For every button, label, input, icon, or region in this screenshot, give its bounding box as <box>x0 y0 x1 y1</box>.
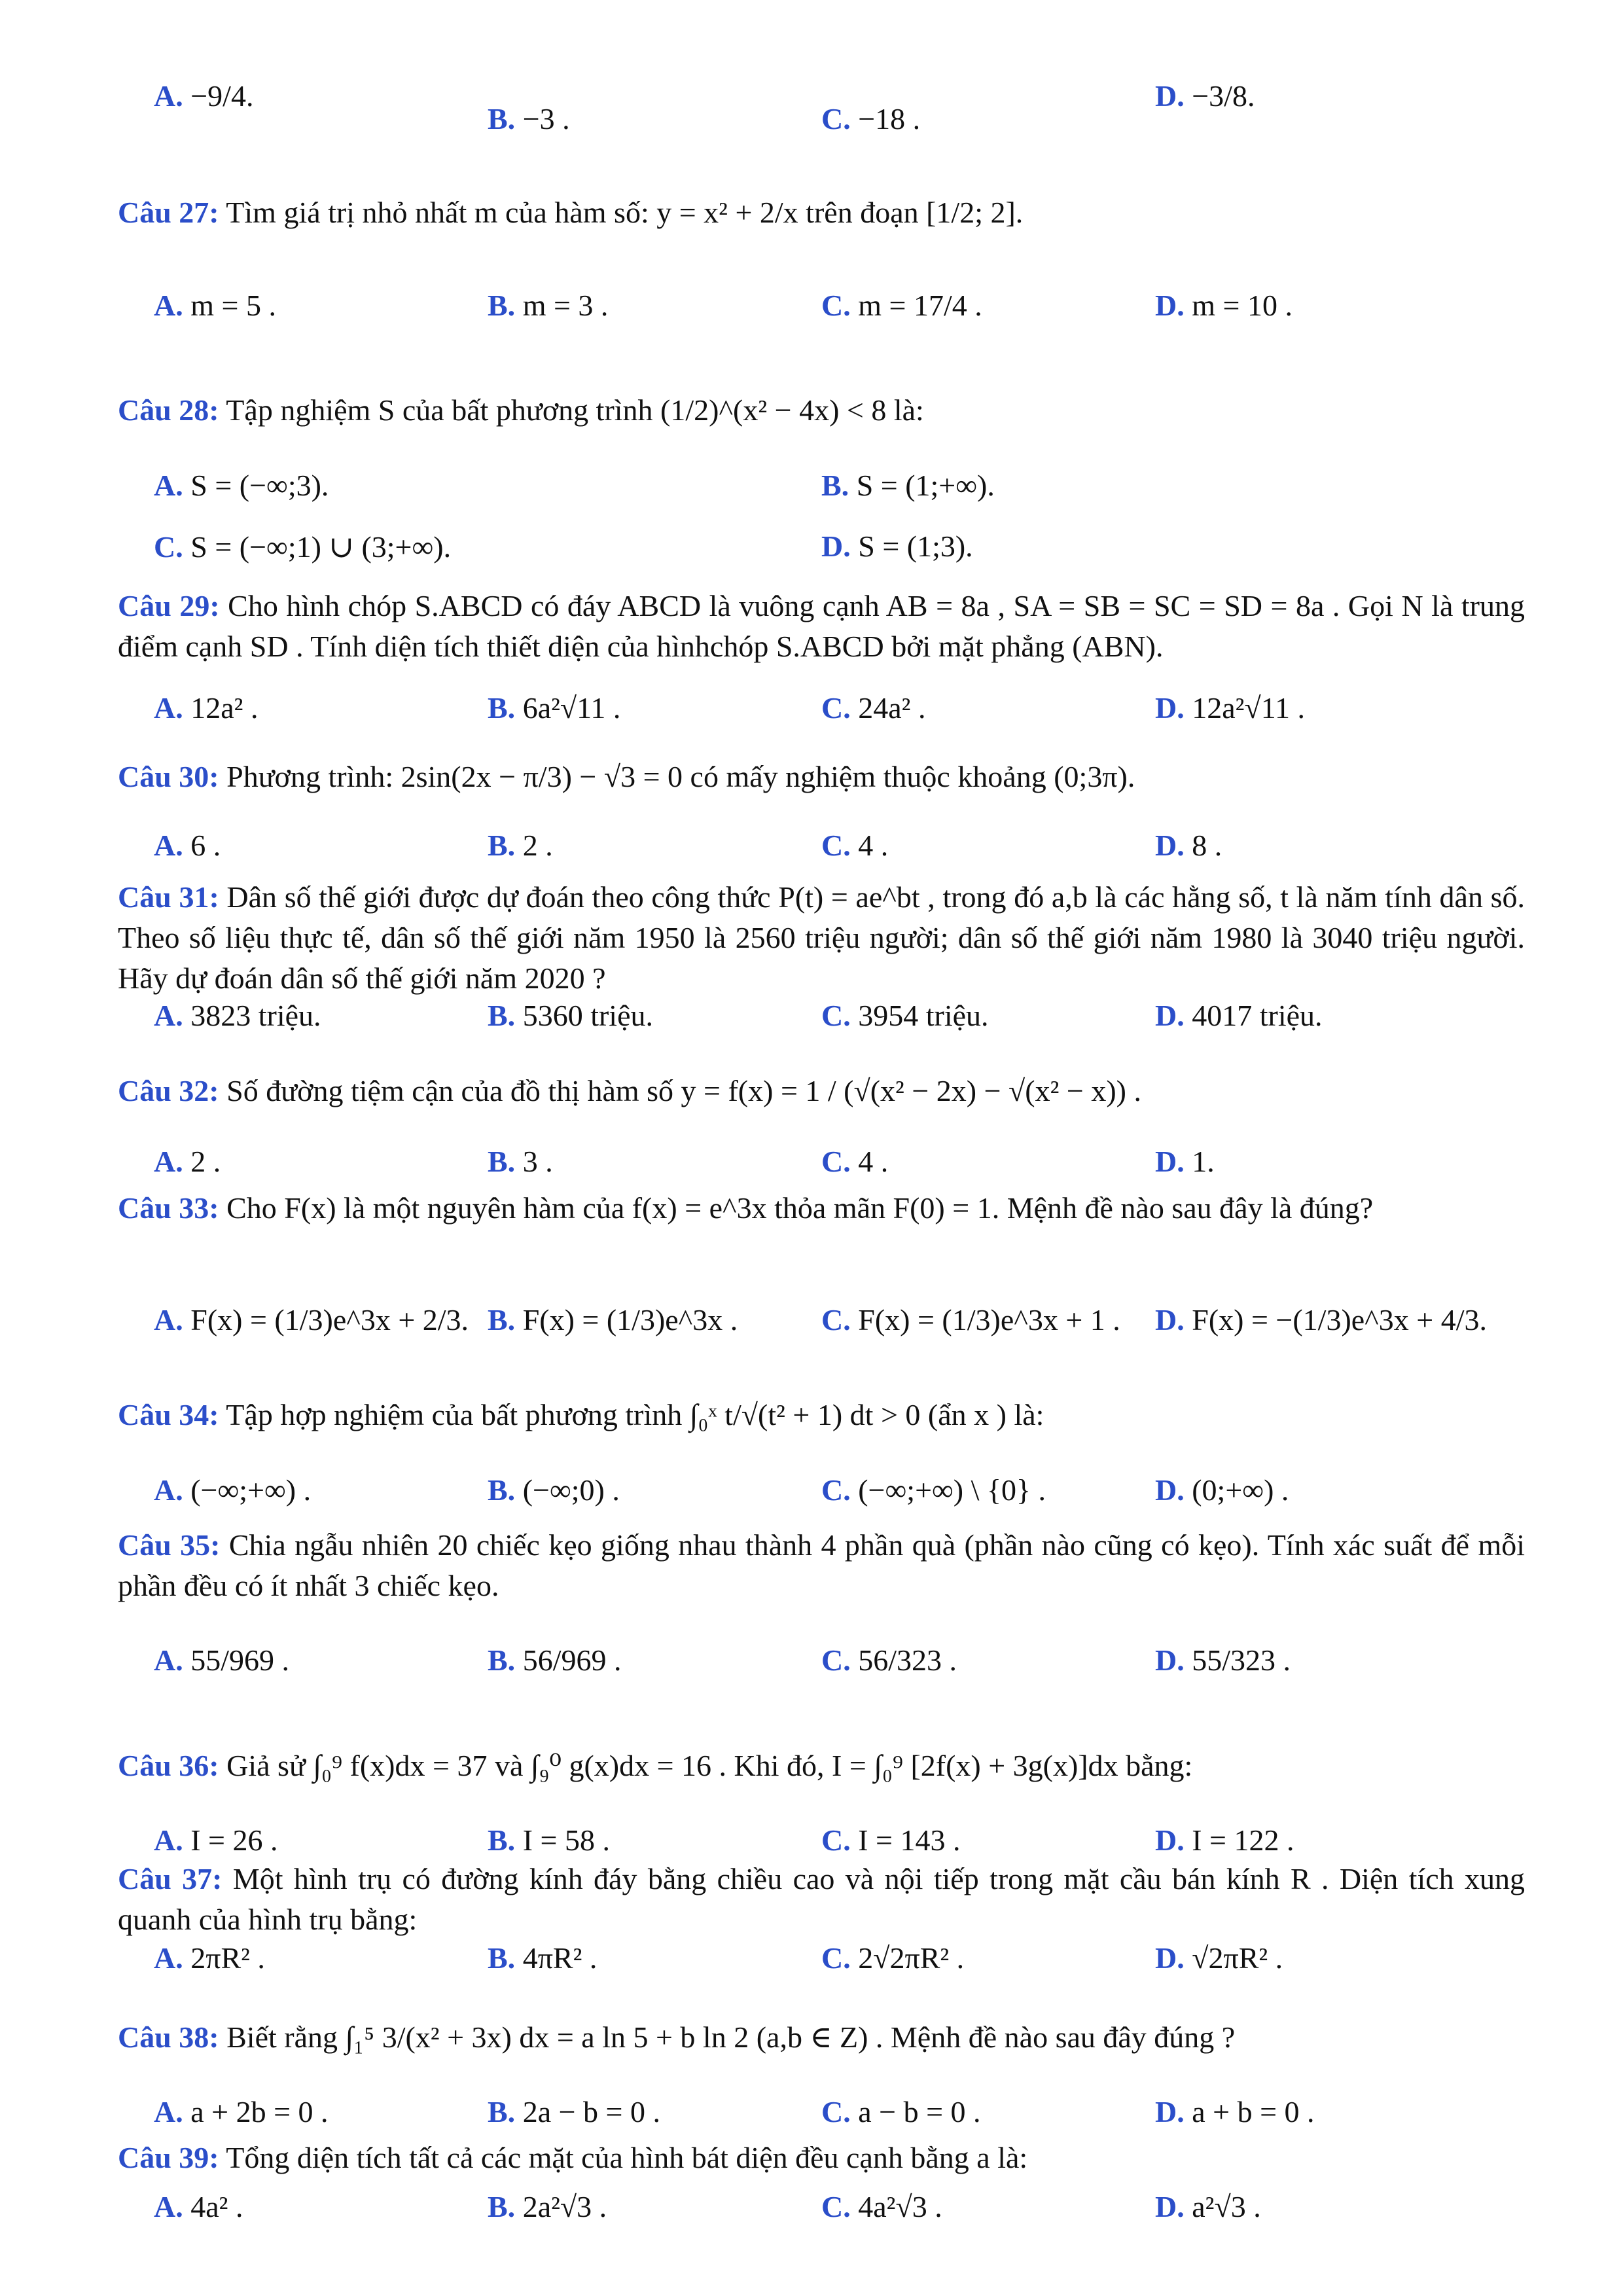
option-value: 2√2πR² . <box>858 1941 965 1975</box>
option-label: B. <box>488 691 516 725</box>
q29-option-d <box>1155 691 1305 725</box>
option-value: m = 10 . <box>1192 289 1293 322</box>
option-value: 2πR² . <box>190 1941 265 1975</box>
q39-option-d <box>1155 2189 1261 2224</box>
option-value: a + b = 0 . <box>1192 2095 1315 2128</box>
option-value: S = (1;+∞). <box>856 469 995 502</box>
question-text: Số đường tiệm cận của đồ thị hàm số y = f(x) = 1 / (√(x² − 2x) − √(x² − x)) . <box>226 1074 1141 1107</box>
q36-stem <box>118 1748 1525 1783</box>
q28-option-d <box>821 529 973 564</box>
q35-option-d <box>1155 1643 1291 1677</box>
option-label: A. <box>154 1303 183 1336</box>
option-value: 12a² . <box>190 691 259 725</box>
option-label: A. <box>154 469 183 502</box>
q37-option-c <box>821 1941 964 1975</box>
q35-option-c <box>821 1643 957 1677</box>
option-label: B. <box>488 1145 516 1178</box>
option-label: B. <box>488 829 516 862</box>
q37-option-a <box>154 1941 265 1975</box>
q37-option-d <box>1155 1941 1283 1975</box>
option-label: A. <box>154 1941 183 1975</box>
option-label: D. <box>1155 1303 1185 1336</box>
option-label: D. <box>821 529 851 563</box>
option-label: A. <box>154 691 183 725</box>
question-text: Dân số thế giới được dự đoán theo công thức P(t) = ae^bt , trong đó a,b là các hằng số, t là năm tính dân số. Theo số liệu thực tế, dân số thế giới năm 1950 là 2560 triệu người; dân số thế giới năm 1980 là 3040 triệu người. Hãy dự đoán dân số thế giới năm 2020 ? <box>118 880 1525 995</box>
option-value: (−∞;+∞) . <box>190 1473 312 1507</box>
option-value: (0;+∞) . <box>1192 1473 1289 1507</box>
q31-stem <box>118 877 1525 999</box>
option-value: 4a² . <box>190 2190 243 2223</box>
question-label: Câu 36: <box>118 1749 219 1782</box>
q32-stem <box>118 1073 1525 1108</box>
q30-option-c <box>821 828 888 863</box>
question-text: Cho F(x) là một nguyên hàm của f(x) = e^3x thỏa mãn F(0) = 1. Mệnh đề nào sau đây là đúng? <box>226 1191 1374 1225</box>
option-label: B. <box>488 1473 516 1507</box>
option-label: C. <box>821 1823 851 1857</box>
q35-option-b <box>488 1643 621 1677</box>
option-value: 3954 triệu. <box>858 999 989 1032</box>
q28-stem <box>118 393 1525 427</box>
option-label: A. <box>154 829 183 862</box>
q27-option-a <box>154 288 276 323</box>
question-label: Câu 27: <box>118 196 219 229</box>
question-label: Câu 38: <box>118 2020 219 2054</box>
option-label: B. <box>821 469 849 502</box>
question-label: Câu 29: <box>118 589 220 622</box>
option-value: −3/8. <box>1192 79 1255 113</box>
option-value: 56/969 . <box>522 1643 622 1677</box>
option-value: S = (−∞;3). <box>190 469 329 502</box>
option-label: A. <box>154 999 183 1032</box>
question-label: Câu 37: <box>118 1862 223 1895</box>
option-value: I = 122 . <box>1192 1823 1294 1857</box>
option-value: (−∞;+∞) \ {0} . <box>858 1473 1046 1507</box>
question-text: Một hình trụ có đường kính đáy bằng chiều cao và nội tiếp trong mặt cầu bán kính R . Diện tích xung quanh của hình trụ bằng: <box>118 1862 1525 1936</box>
option-value: S = (1;3). <box>858 529 973 563</box>
option-value: 56/323 . <box>858 1643 957 1677</box>
question-text: Tìm giá trị nhỏ nhất m của hàm số: y = x² + 2/x trên đoạn [1/2; 2]. <box>226 196 1024 229</box>
option-value: 2 . <box>522 829 553 862</box>
question-label: Câu 34: <box>118 1398 219 1431</box>
q28-option-b <box>821 468 995 503</box>
option-value: I = 26 . <box>190 1823 278 1857</box>
q34-stem <box>118 1397 1525 1432</box>
option-value: m = 17/4 . <box>858 289 982 322</box>
option-label: C. <box>154 530 183 564</box>
question-text: Phương trình: 2sin(2x − π/3) − √3 = 0 có mấy nghiệm thuộc khoảng (0;3π). <box>226 760 1135 793</box>
option-label: C. <box>821 1303 851 1336</box>
q35-option-a <box>154 1643 289 1677</box>
option-label: C. <box>821 829 851 862</box>
option-label: B. <box>488 1941 516 1975</box>
option-label: A. <box>154 1473 183 1507</box>
option-label: A. <box>154 2095 183 2128</box>
q36-option-c <box>821 1823 961 1857</box>
option-label: C. <box>821 102 851 135</box>
option-value: I = 58 . <box>522 1823 610 1857</box>
option-value: 24a² . <box>858 691 926 725</box>
q34-option-b <box>488 1473 620 1507</box>
option-value: 4 . <box>858 829 889 862</box>
q32-option-c <box>821 1144 888 1179</box>
q38-stem <box>118 2019 1525 2054</box>
q29-option-c <box>821 691 925 725</box>
option-label: B. <box>488 102 516 135</box>
q31-option-b <box>488 998 653 1033</box>
q33-option-d <box>1155 1302 1487 1337</box>
q36-option-a <box>154 1823 278 1857</box>
q37-option-b <box>488 1941 597 1975</box>
option-value: m = 3 . <box>522 289 609 322</box>
option-label: C. <box>821 1145 851 1178</box>
option-label: B. <box>488 999 516 1032</box>
option-value: 2a − b = 0 . <box>522 2095 660 2128</box>
q35-stem <box>118 1525 1525 1606</box>
option-value: 1. <box>1192 1145 1215 1178</box>
option-value: √2πR² . <box>1192 1941 1283 1975</box>
question-text: Biết rằng ∫₁⁵ 3/(x² + 3x) dx = a ln 5 + b ln 2 (a,b ∈ Z) . Mệnh đề nào sau đây đúng ? <box>226 2020 1236 2054</box>
q27-option-b <box>488 288 608 323</box>
option-value: 4 . <box>858 1145 889 1178</box>
q33-option-a <box>154 1302 469 1337</box>
option-label: D. <box>1155 829 1185 862</box>
option-value: 4a²√3 . <box>858 2190 942 2223</box>
option-label: D. <box>1155 1823 1185 1857</box>
option-label: C. <box>821 2095 851 2128</box>
q31-option-c <box>821 998 989 1033</box>
option-label: B. <box>488 289 516 322</box>
option-value: a²√3 . <box>1192 2190 1261 2223</box>
question-label: Câu 33: <box>118 1191 219 1225</box>
question-text: Chia ngẫu nhiên 20 chiếc kẹo giống nhau thành 4 phần quà (phần nào cũng có kẹo). Tính xác suất để mỗi phần đều có ít nhất 3 chiếc kẹo. <box>118 1528 1525 1602</box>
question-text: Tập nghiệm S của bất phương trình (1/2)^(x² − 4x) < 8 là: <box>226 393 924 427</box>
q29-option-a <box>154 691 258 725</box>
option-label: D. <box>1155 1473 1185 1507</box>
option-value: 2a²√3 . <box>522 2190 607 2223</box>
q27-option-c <box>821 288 982 323</box>
option-label: B. <box>488 2095 516 2128</box>
option-value: 4017 triệu. <box>1192 999 1323 1032</box>
q30-option-a <box>154 828 221 863</box>
option-value: 3823 triệu. <box>190 999 321 1032</box>
option-label: A. <box>154 2190 183 2223</box>
q27-option-d <box>1155 288 1293 323</box>
option-label: A. <box>154 1643 183 1677</box>
option-label: D. <box>1155 999 1185 1032</box>
q27-stem <box>118 195 1525 230</box>
q36-option-d <box>1155 1823 1294 1857</box>
q36-option-b <box>488 1823 610 1857</box>
q39-stem <box>118 2140 1525 2175</box>
q31-option-d <box>1155 998 1323 1033</box>
option-value: 55/323 . <box>1192 1643 1291 1677</box>
q30-option-b <box>488 828 553 863</box>
option-label: A. <box>154 79 183 113</box>
option-value: (−∞;0) . <box>522 1473 620 1507</box>
q32-option-a <box>154 1144 221 1179</box>
option-value: F(x) = (1/3)e^3x + 2/3. <box>190 1303 469 1336</box>
q31-option-a <box>154 998 321 1033</box>
option-value: m = 5 . <box>190 289 276 322</box>
option-value: −18 . <box>858 102 921 135</box>
option-label: D. <box>1155 2190 1185 2223</box>
question-text: Cho hình chóp S.ABCD có đáy ABCD là vuông cạnh AB = 8a , SA = SB = SC = SD = 8a . Gọi N là trung điểm cạnh SD . Tính diện tích thiết diện của hìnhchóp S.ABCD bởi mặt phẳng (ABN). <box>118 589 1525 663</box>
option-label: D. <box>1155 289 1185 322</box>
question-label: Câu 31: <box>118 880 219 914</box>
q38-option-b <box>488 2094 660 2129</box>
option-value: F(x) = −(1/3)e^3x + 4/3. <box>1192 1303 1487 1336</box>
option-label: D. <box>1155 1643 1185 1677</box>
option-value: 3 . <box>522 1145 553 1178</box>
option-value: F(x) = (1/3)e^3x + 1 . <box>858 1303 1120 1336</box>
q38-option-a <box>154 2094 329 2129</box>
option-value: 55/969 . <box>190 1643 290 1677</box>
question-text: Tập hợp nghiệm của bất phương trình ∫₀ˣ t/√(t² + 1) dt > 0 (ẩn x ) là: <box>226 1398 1044 1431</box>
option-label: C. <box>821 289 851 322</box>
q26-option-c <box>821 101 920 136</box>
q32-option-d <box>1155 1144 1215 1179</box>
q39-option-c <box>821 2189 942 2224</box>
option-label: D. <box>1155 691 1185 725</box>
q37-stem <box>118 1859 1525 1940</box>
q38-option-d <box>1155 2094 1315 2129</box>
option-value: −3 . <box>522 102 570 135</box>
question-label: Câu 32: <box>118 1074 219 1107</box>
option-value: 8 . <box>1192 829 1222 862</box>
option-value: a + 2b = 0 . <box>190 2095 329 2128</box>
option-label: C. <box>821 2190 851 2223</box>
option-label: C. <box>821 999 851 1032</box>
q33-option-b <box>488 1302 738 1337</box>
option-value: 12a²√11 . <box>1192 691 1305 725</box>
option-value: 2 . <box>190 1145 221 1178</box>
q34-option-c <box>821 1473 1046 1507</box>
q33-option-c <box>821 1302 1120 1337</box>
q30-stem <box>118 759 1525 794</box>
q26-option-b <box>488 101 570 136</box>
q39-option-b <box>488 2189 607 2224</box>
q34-option-d <box>1155 1473 1289 1507</box>
q32-option-b <box>488 1144 553 1179</box>
option-label: A. <box>154 1823 183 1857</box>
q34-option-a <box>154 1473 311 1507</box>
option-value: 6 . <box>190 829 221 862</box>
option-label: B. <box>488 1303 516 1336</box>
option-value: 6a²√11 . <box>522 691 621 725</box>
option-label: B. <box>488 2190 516 2223</box>
option-label: D. <box>1155 79 1185 113</box>
option-label: C. <box>821 1643 851 1677</box>
q29-stem <box>118 586 1525 667</box>
question-label: Câu 30: <box>118 760 219 793</box>
q26-option-d <box>1155 79 1255 113</box>
option-label: C. <box>821 1941 851 1975</box>
option-label: A. <box>154 1145 183 1178</box>
q28-option-c <box>154 529 451 564</box>
option-label: B. <box>488 1643 516 1677</box>
option-label: D. <box>1155 1941 1185 1975</box>
question-label: Câu 35: <box>118 1528 221 1562</box>
option-label: D. <box>1155 2095 1185 2128</box>
q33-stem <box>118 1188 1525 1229</box>
option-label: C. <box>821 691 851 725</box>
option-value: F(x) = (1/3)e^3x . <box>522 1303 738 1336</box>
q28-option-a <box>154 468 329 503</box>
option-value: 4πR² . <box>522 1941 597 1975</box>
q30-option-d <box>1155 828 1222 863</box>
q29-option-b <box>488 691 620 725</box>
q26-option-a <box>154 79 253 113</box>
option-value: S = (−∞;1) ∪ (3;+∞). <box>190 530 452 564</box>
option-label: C. <box>821 1473 851 1507</box>
option-label: D. <box>1155 1145 1185 1178</box>
option-value: 5360 triệu. <box>522 999 653 1032</box>
question-text: Tổng diện tích tất cả các mặt của hình bát diện đều cạnh bằng a là: <box>226 2141 1028 2174</box>
question-text: Giả sử ∫₀⁹ f(x)dx = 37 và ∫₉⁰ g(x)dx = 16 . Khi đó, I = ∫₀⁹ [2f(x) + 3g(x)]dx bằng: <box>226 1749 1193 1782</box>
option-value: −9/4. <box>190 79 254 113</box>
q39-option-a <box>154 2189 243 2224</box>
option-value: a − b = 0 . <box>858 2095 981 2128</box>
option-label: B. <box>488 1823 516 1857</box>
option-value: I = 143 . <box>858 1823 961 1857</box>
option-label: A. <box>154 289 183 322</box>
question-label: Câu 28: <box>118 393 219 427</box>
question-label: Câu 39: <box>118 2141 219 2174</box>
q38-option-c <box>821 2094 981 2129</box>
